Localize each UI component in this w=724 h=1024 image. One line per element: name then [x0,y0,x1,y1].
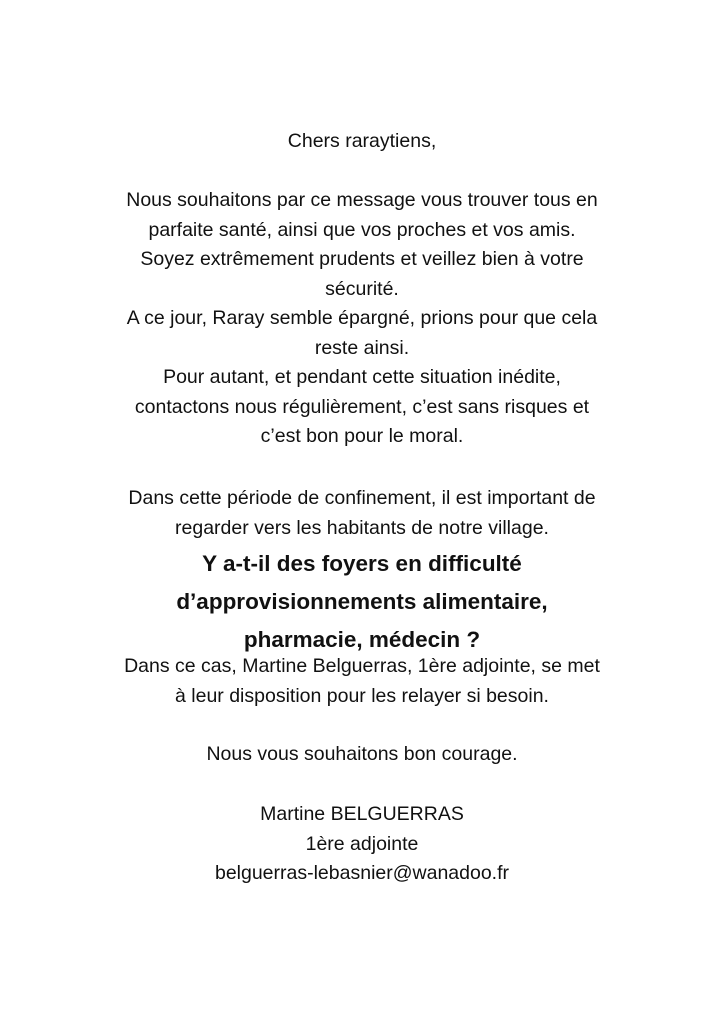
signature-block [60,800,664,889]
highlighted-question [40,545,684,659]
intro-line: A ce jour, Raray semble épargné, prions pour que cela [126,307,598,329]
signature-email: belguerras-lebasnier@wanadoo.fr [214,862,510,884]
intro-line: sécurité. [325,277,399,300]
intro-line: parfaite santé, ainsi que vos proches et vos amis. [148,218,576,241]
confinement-line: regarder vers les habitants de notre village. [175,516,549,539]
availability-line: Dans ce cas, Martine Belguerras, 1ère adjointe, se met [124,655,600,677]
wishes-line: Nous vous souhaitons bon courage. [206,743,518,765]
wishes-block [60,740,664,770]
greeting-line: Chers raraytiens, [287,130,437,152]
greeting-block [60,127,664,157]
confinement-line: Dans cette période de confinement, il est important de [128,487,596,509]
signature-name: Martine BELGUERRAS [260,803,464,825]
intro-line: Nous souhaitons par ce message vous trouver tous en [126,189,598,211]
signature-role: 1ère adjointe [305,832,419,855]
availability-paragraph [60,652,664,711]
question-line: Y a-t-il des foyers en difficulté [202,551,522,576]
intro-line: reste ainsi. [314,336,410,359]
intro-line: Pour autant, et pendant cette situation inédite, [163,366,561,388]
question-line: d’approvisionnements alimentaire, [176,589,548,614]
availability-line: à leur disposition pour les relayer si besoin. [175,684,549,707]
intro-paragraph [60,186,664,452]
question-line: pharmacie, médecin ? [243,627,481,652]
intro-line: contactons nous régulièrement, c’est sans risques et [134,395,590,418]
confinement-paragraph [60,484,664,543]
intro-line: c’est bon pour le moral. [260,425,464,447]
intro-line: Soyez extrêmement prudents et veillez bien à votre [140,248,584,270]
